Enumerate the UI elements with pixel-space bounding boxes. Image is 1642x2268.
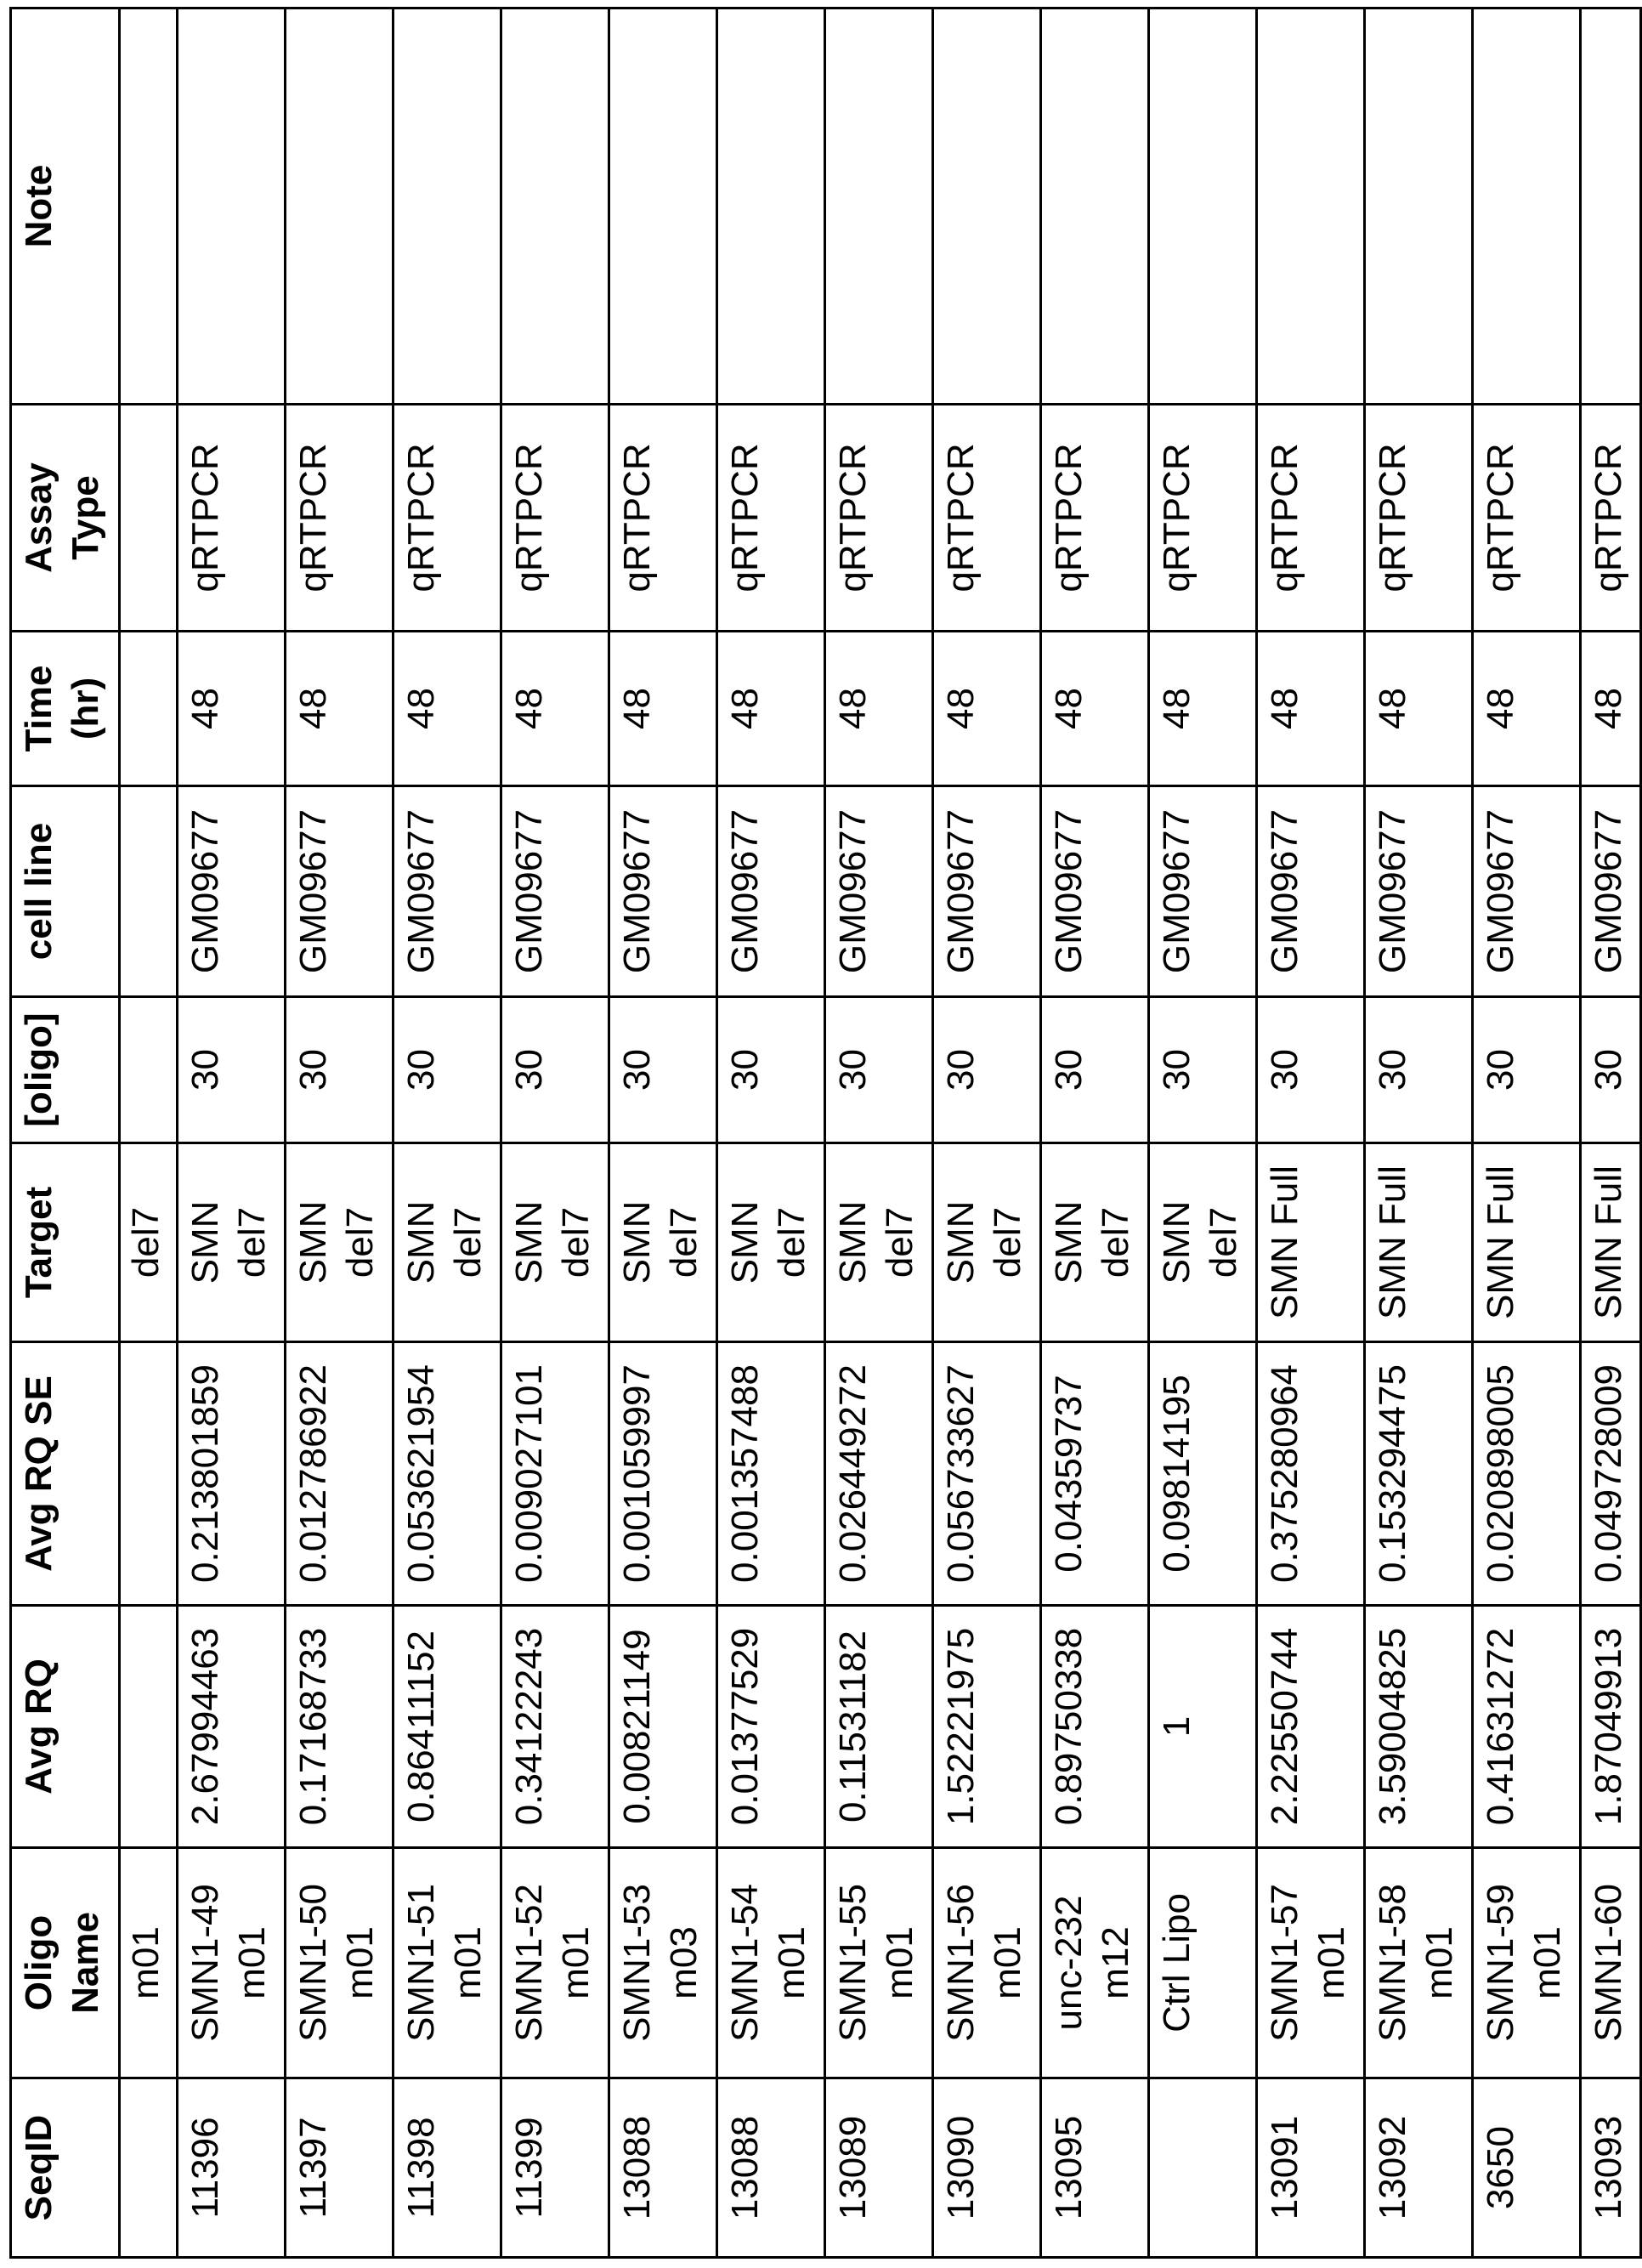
cell-note — [609, 9, 717, 405]
cell-seqid — [1149, 2078, 1257, 2258]
column-header-assay-type: Assay Type — [11, 405, 120, 632]
cell-oligo-name: SMN1-53 m03 — [609, 1848, 717, 2078]
cell-oligo-name: SMN1-50 m01 — [286, 1848, 394, 2078]
cell-assay-type: qRTPCR — [1365, 405, 1473, 632]
column-header-avg-rq-se: Avg RQ SE — [11, 1342, 120, 1606]
cell-avg-rq: 1 — [1149, 1606, 1257, 1848]
cell-avg-rq-se: 0.020898005 — [1473, 1342, 1581, 1606]
cell-avg-rq: 0.01377529 — [717, 1606, 825, 1848]
cell-time-hr: 48 — [178, 632, 286, 786]
cell-target: SMN Full — [1257, 1143, 1365, 1342]
table-row — [1257, 9, 1365, 2258]
table-row — [1581, 9, 1641, 2258]
column-header-oligo-conc: [oligo] — [11, 997, 120, 1143]
cell-seqid: 13089 — [825, 2078, 933, 2258]
cell-oligo-conc: 30 — [1149, 997, 1257, 1143]
cell-avg-rq: 0.41631272 — [1473, 1606, 1581, 1848]
cell-assay-type: qRTPCR — [825, 405, 933, 632]
cell-seqid: 11397 — [286, 2078, 394, 2258]
cell-time-hr: 48 — [286, 632, 394, 786]
cell-oligo-name: SMN1-52 m01 — [501, 1848, 609, 2078]
cell-target: SMN del7 — [825, 1143, 933, 1342]
cell-cell-line — [120, 786, 178, 997]
cell-cell-line: GM09677 — [394, 786, 501, 997]
cell-time-hr: 48 — [1365, 632, 1473, 786]
cell-avg-rq-se: 0.153294475 — [1365, 1342, 1473, 1606]
cell-oligo-name: SMN1-60 — [1581, 1848, 1641, 2078]
cell-oligo-name: SMN1-58 m01 — [1365, 1848, 1473, 2078]
cell-target: SMN del7 — [178, 1143, 286, 1342]
cell-oligo-name: SMN1-57 m01 — [1257, 1848, 1365, 2078]
cell-cell-line: GM09677 — [825, 786, 933, 997]
table-row — [1149, 9, 1257, 2258]
cell-assay-type: qRTPCR — [1041, 405, 1149, 632]
cell-seqid: 13088 — [717, 2078, 825, 2258]
cell-time-hr: 48 — [609, 632, 717, 786]
column-header-cell-line: cell line — [11, 786, 120, 997]
cell-avg-rq: 2.67994463 — [178, 1606, 286, 1848]
cell-cell-line: GM09677 — [501, 786, 609, 997]
column-header-target: Target — [11, 1143, 120, 1342]
cell-time-hr: 48 — [501, 632, 609, 786]
cell-cell-line: GM09677 — [178, 786, 286, 997]
cell-avg-rq: 3.59004825 — [1365, 1606, 1473, 1848]
cell-assay-type — [120, 405, 178, 632]
column-header-avg-rq: Avg RQ — [11, 1606, 120, 1848]
cell-time-hr: 48 — [394, 632, 501, 786]
cell-avg-rq-se: 0.09814195 — [1149, 1342, 1257, 1606]
cell-assay-type: qRTPCR — [1581, 405, 1641, 632]
cell-assay-type: qRTPCR — [717, 405, 825, 632]
cell-assay-type: qRTPCR — [1149, 405, 1257, 632]
cell-target: SMN del7 — [394, 1143, 501, 1342]
table-row — [501, 9, 609, 2258]
cell-target: SMN del7 — [1149, 1143, 1257, 1342]
cell-seqid: 13092 — [1365, 2078, 1473, 2258]
cell-target: SMN Full — [1365, 1143, 1473, 1342]
cell-cell-line: GM09677 — [1257, 786, 1365, 997]
cell-time-hr: 48 — [933, 632, 1041, 786]
table-row — [178, 9, 286, 2258]
table-row — [286, 9, 394, 2258]
cell-assay-type: qRTPCR — [933, 405, 1041, 632]
cell-time-hr: 48 — [717, 632, 825, 786]
cell-seqid: 13091 — [1257, 2078, 1365, 2258]
cell-seqid: 11399 — [501, 2078, 609, 2258]
cell-target: SMN del7 — [933, 1143, 1041, 1342]
cell-note — [933, 9, 1041, 405]
cell-oligo-conc: 30 — [933, 997, 1041, 1143]
table-row — [933, 9, 1041, 2258]
cell-cell-line: GM09677 — [1581, 786, 1641, 997]
cell-note — [120, 9, 178, 405]
cell-cell-line: GM09677 — [717, 786, 825, 997]
cell-cell-line: GM09677 — [1473, 786, 1581, 997]
cell-seqid — [120, 2078, 178, 2258]
cell-time-hr: 48 — [1041, 632, 1149, 786]
cell-oligo-conc: 30 — [394, 997, 501, 1143]
cell-avg-rq-se: 0.375280964 — [1257, 1342, 1365, 1606]
cell-seqid: 11398 — [394, 2078, 501, 2258]
cell-cell-line: GM09677 — [1041, 786, 1149, 997]
cell-assay-type: qRTPCR — [1257, 405, 1365, 632]
table-row — [1473, 9, 1581, 2258]
cell-oligo-conc: 30 — [717, 997, 825, 1143]
cell-oligo-name: SMN1-56 m01 — [933, 1848, 1041, 2078]
cell-avg-rq: 1.52221975 — [933, 1606, 1041, 1848]
column-header-time-hr: Time (hr) — [11, 632, 120, 786]
cell-avg-rq-se: 0.056733627 — [933, 1342, 1041, 1606]
table-row — [717, 9, 825, 2258]
cell-avg-rq-se: 0.213801859 — [178, 1342, 286, 1606]
cell-oligo-conc: 30 — [501, 997, 609, 1143]
cell-time-hr: 48 — [1473, 632, 1581, 786]
cell-note — [1149, 9, 1257, 405]
cell-avg-rq: 0.86411152 — [394, 1606, 501, 1848]
cell-target: SMN del7 — [609, 1143, 717, 1342]
cell-seqid: 13093 — [1581, 2078, 1641, 2258]
cell-seqid: 11396 — [178, 2078, 286, 2258]
cell-avg-rq-se — [120, 1342, 178, 1606]
cell-oligo-name: SMN1-59 m01 — [1473, 1848, 1581, 2078]
table-row — [825, 9, 933, 2258]
cell-target: SMN del7 — [286, 1143, 394, 1342]
cell-assay-type: qRTPCR — [501, 405, 609, 632]
cell-seqid: 13095 — [1041, 2078, 1149, 2258]
cell-assay-type: qRTPCR — [1473, 405, 1581, 632]
cell-assay-type: qRTPCR — [609, 405, 717, 632]
column-header-oligo-name: Oligo Name — [11, 1848, 120, 2078]
cell-avg-rq-se: 0.049728009 — [1581, 1342, 1641, 1606]
cell-target: SMN Full — [1581, 1143, 1641, 1342]
cell-avg-rq-se: 0.012786922 — [286, 1342, 394, 1606]
cell-oligo-conc: 30 — [1041, 997, 1149, 1143]
cell-oligo-conc: 30 — [609, 997, 717, 1143]
cell-cell-line: GM09677 — [1365, 786, 1473, 997]
cell-note — [394, 9, 501, 405]
cell-cell-line: GM09677 — [933, 786, 1041, 997]
cell-avg-rq-se: 0.026449272 — [825, 1342, 933, 1606]
cell-avg-rq: 2.22550744 — [1257, 1606, 1365, 1848]
cell-note — [286, 9, 394, 405]
table-row — [1041, 9, 1149, 2258]
cell-oligo-conc: 30 — [286, 997, 394, 1143]
cell-avg-rq-se: 0.001059997 — [609, 1342, 717, 1606]
cell-time-hr: 48 — [1257, 632, 1365, 786]
cell-time-hr: 48 — [1581, 632, 1641, 786]
cell-avg-rq: 1.87049913 — [1581, 1606, 1641, 1848]
cell-note — [717, 9, 825, 405]
cell-oligo-conc: 30 — [1581, 997, 1641, 1143]
cell-oligo-name: SMN1-51 m01 — [394, 1848, 501, 2078]
cell-assay-type: qRTPCR — [286, 405, 394, 632]
cell-avg-rq: 0.11531182 — [825, 1606, 933, 1848]
cell-avg-rq: 0.17168733 — [286, 1606, 394, 1848]
cell-cell-line: GM09677 — [286, 786, 394, 997]
cell-avg-rq-se: 0.053621954 — [394, 1342, 501, 1606]
cell-oligo-name: SMN1-49 m01 — [178, 1848, 286, 2078]
cell-note — [178, 9, 286, 405]
cell-cell-line: GM09677 — [609, 786, 717, 997]
cell-seqid: 3650 — [1473, 2078, 1581, 2258]
cell-avg-rq-se: 0.001357488 — [717, 1342, 825, 1606]
cell-avg-rq-se: 0.009027101 — [501, 1342, 609, 1606]
cell-note — [1581, 9, 1641, 405]
cell-time-hr — [120, 632, 178, 786]
cell-target: SMN del7 — [1041, 1143, 1149, 1342]
cell-avg-rq-se: 0.04359737 — [1041, 1342, 1149, 1606]
cell-target: SMN del7 — [501, 1143, 609, 1342]
table-row — [609, 9, 717, 2258]
table-row-continued — [120, 9, 178, 2258]
table-row — [1365, 9, 1473, 2258]
cell-note — [1365, 9, 1473, 405]
cell-oligo-name: m01 — [120, 1848, 178, 2078]
cell-oligo-conc: 30 — [1257, 997, 1365, 1143]
cell-note — [1257, 9, 1365, 405]
cell-seqid: 13090 — [933, 2078, 1041, 2258]
cell-time-hr: 48 — [825, 632, 933, 786]
cell-oligo-conc: 30 — [1365, 997, 1473, 1143]
cell-target: SMN del7 — [717, 1143, 825, 1342]
cell-note — [1041, 9, 1149, 405]
column-header-note: Note — [11, 9, 120, 405]
cell-avg-rq: 0.89750338 — [1041, 1606, 1149, 1848]
table-row — [394, 9, 501, 2258]
cell-note — [1473, 9, 1581, 405]
column-header-seqid: SeqID — [11, 2078, 120, 2258]
cell-seqid: 13088 — [609, 2078, 717, 2258]
cell-oligo-conc: 30 — [1473, 997, 1581, 1143]
cell-note — [825, 9, 933, 405]
cell-cell-line: GM09677 — [1149, 786, 1257, 997]
cell-oligo-conc: 30 — [825, 997, 933, 1143]
cell-target: SMN Full — [1473, 1143, 1581, 1342]
cell-oligo-name: SMN1-55 m01 — [825, 1848, 933, 2078]
cell-oligo-name: Ctrl Lipo — [1149, 1848, 1257, 2078]
cell-oligo-conc: 30 — [178, 997, 286, 1143]
header-row — [11, 9, 120, 2258]
cell-avg-rq — [120, 1606, 178, 1848]
cell-assay-type: qRTPCR — [178, 405, 286, 632]
cell-note — [501, 9, 609, 405]
cell-target: del7 — [120, 1143, 178, 1342]
cell-oligo-name: unc-232 m12 — [1041, 1848, 1149, 2078]
rotated-page — [9, 9, 1606, 2259]
cell-avg-rq: 0.34122243 — [501, 1606, 609, 1848]
cell-avg-rq: 0.00821149 — [609, 1606, 717, 1848]
cell-oligo-conc — [120, 997, 178, 1143]
cell-time-hr: 48 — [1149, 632, 1257, 786]
cell-oligo-name: SMN1-54 m01 — [717, 1848, 825, 2078]
oligo-results-table — [9, 7, 1642, 2259]
cell-assay-type: qRTPCR — [394, 405, 501, 632]
